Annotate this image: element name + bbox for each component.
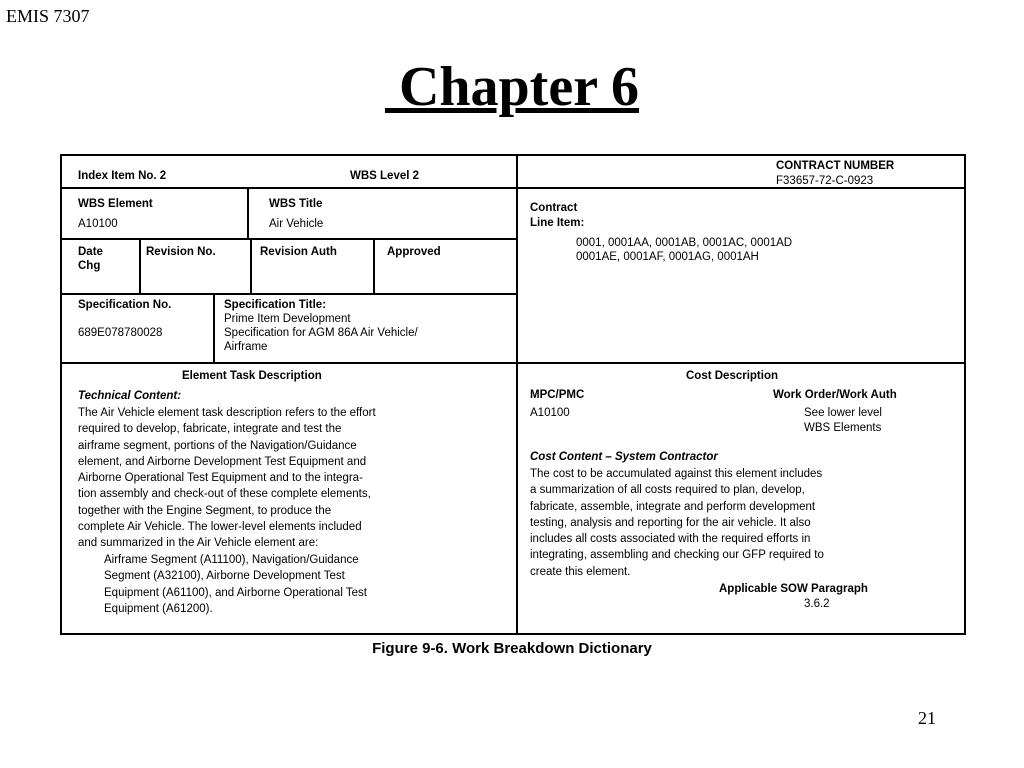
mpc-label: MPC/PMC [530,389,585,401]
wbs-element-value: A10100 [78,218,118,230]
wbs-level: WBS Level 2 [350,170,420,182]
divider-wbs [62,238,516,240]
revision-no-label: Revision No. [146,246,216,258]
cost-heading: Cost Description [686,370,779,382]
work-order-label: Work Order/Work Auth [773,389,897,401]
divider-wbs-split [247,187,249,238]
divider-body-center [516,362,518,635]
specification-no-label: Specification No. [78,299,172,311]
wbs-dictionary-figure [60,154,966,635]
contract-number-label: CONTRACT NUMBER [776,160,895,172]
date-chg-label-1: Date [78,246,103,258]
element-task-indented: Airframe Segment (A11100), Navigation/Guidance Segment (A32100), Airborne Development Test Equipment (A61100), and Airborne Operational Test Equipment (A61200). [104,554,367,615]
divider-rev-3 [373,238,375,293]
contract-line-values-2: 0001AE, 0001AF, 0001AG, 0001AH [576,251,759,263]
element-task-heading: Element Task Description [182,370,322,382]
wbs-title-value: Air Vehicle [269,218,324,230]
element-task-body: The Air Vehicle element task description refers to the effort required to develop, fabricate, integrate and test the airframe segment, portions of the Navigation/Guidance element, and Airborne Development Test Equipment and Airborne Operational Test Equipment and to the integra- tion assembly and check-out of these complete elements, together with the Engine Segment, to produce the complete Air Vehicle. The lower-level elements included and summarized in the Air Vehicle element are: [78,407,376,550]
wbs-element-label: WBS Element [78,198,153,210]
divider-rev-1 [139,238,141,293]
contract-line-label-1: Contract [530,202,578,214]
mpc-value: A10100 [530,407,570,419]
sow-value: 3.6.2 [804,598,830,610]
index-item: Index Item No. 2 [78,170,167,182]
contract-line-values-1: 0001, 0001AA, 0001AB, 0001AC, 0001AD [576,237,793,249]
page-number: 21 [918,708,936,728]
divider-rev-2 [250,238,252,293]
divider-spec [213,293,215,362]
approved-label: Approved [387,246,441,258]
divider-revision [62,293,516,295]
technical-content-label: Technical Content: [78,390,182,402]
slide-title: Chapter 6 [384,56,640,118]
date-chg-label-2: Chg [78,260,101,272]
specification-title-value: Prime Item Development Specification for AGM 86A Air Vehicle/ Airframe [224,313,418,353]
specification-title-label: Specification Title: [224,299,327,311]
specification-no-value: 689E078780028 [78,327,163,339]
contract-line-label-2: Line Item: [530,217,585,229]
cost-body: The cost to be accumulated against this element includes a summarization of all costs required to plan, develop, fabricate, assemble, integrate and perform development testing, analysis and reporting for the air vehicle. It also includes all costs associated with the required efforts in integrating, assembling and checking our GFP required to create this element. [530,468,824,578]
contract-number: F33657-72-C-0923 [776,175,874,187]
figure-caption: Figure 9-6. Work Breakdown Dictionary [372,640,652,657]
cost-content-label: Cost Content – System Contractor [530,451,718,463]
revision-auth-label: Revision Auth [260,246,337,258]
divider-body [62,362,966,364]
work-order-value: See lower level WBS Elements [804,407,882,434]
wbs-title-label: WBS Title [269,198,323,210]
course-label: EMIS 7307 [6,6,90,26]
sow-label: Applicable SOW Paragraph [719,583,868,595]
